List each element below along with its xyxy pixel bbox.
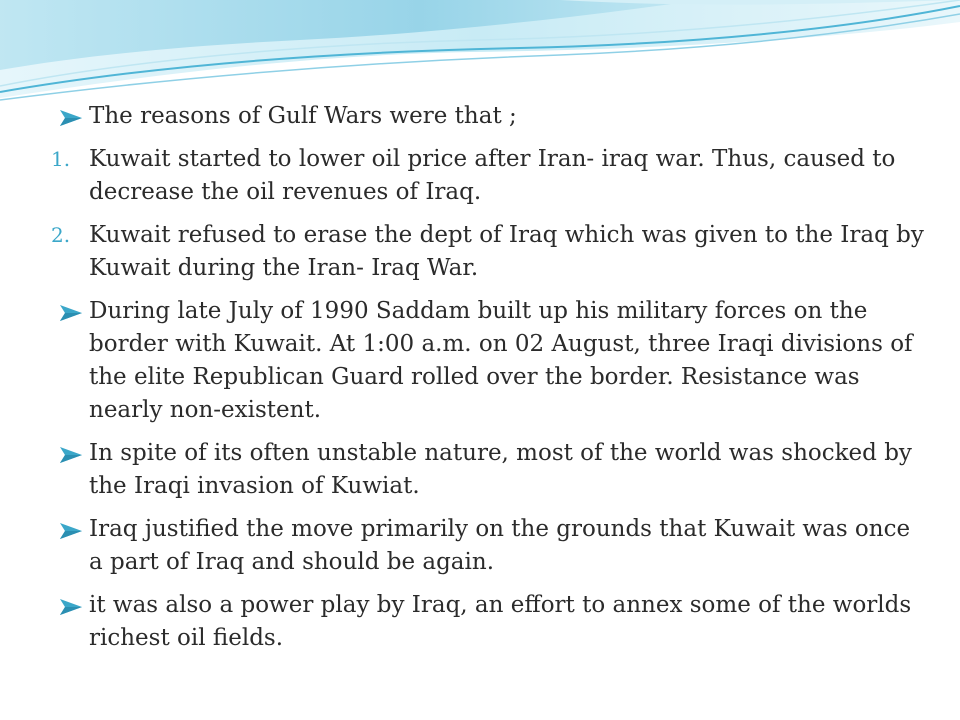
list-item <box>51 143 928 209</box>
bullet-list <box>51 100 928 665</box>
list-item <box>58 513 928 579</box>
list-item-text: it was also a power play by Iraq, an effort to annex some of the worlds richest oil fields. <box>89 592 912 651</box>
list-item <box>58 100 928 133</box>
list-item <box>58 589 928 655</box>
list-item-text: During late July of 1990 Saddam built up his military forces on the border with Kuwait. At 1:00 a.m. on 02 August, three Iraqi divisions of the elite Republican Guard rolled over the border. Resistance was nearly non-existent. <box>89 298 913 423</box>
list-item <box>58 295 928 427</box>
list-item-text: In spite of its often unstable nature, most of the world was shocked by the Iraqi invasion of Kuwiat. <box>89 440 912 499</box>
list-item-text: Iraq justified the move primarily on the grounds that Kuwait was once a part of Iraq and should be again. <box>89 516 911 575</box>
list-item-text: Kuwait refused to erase the dept of Iraq which was given to the Iraq by Kuwait during the Iran- Iraq War. <box>89 222 924 281</box>
list-number: 1. <box>51 147 71 171</box>
list-number: 2. <box>51 223 71 247</box>
list-item <box>51 219 928 285</box>
list-item-text: Kuwait started to lower oil price after Iran- iraq war. Thus, caused to decrease the oil revenues of Iraq. <box>89 146 896 205</box>
list-item <box>58 437 928 503</box>
list-item-text: The reasons of Gulf Wars were that ; <box>89 103 517 129</box>
